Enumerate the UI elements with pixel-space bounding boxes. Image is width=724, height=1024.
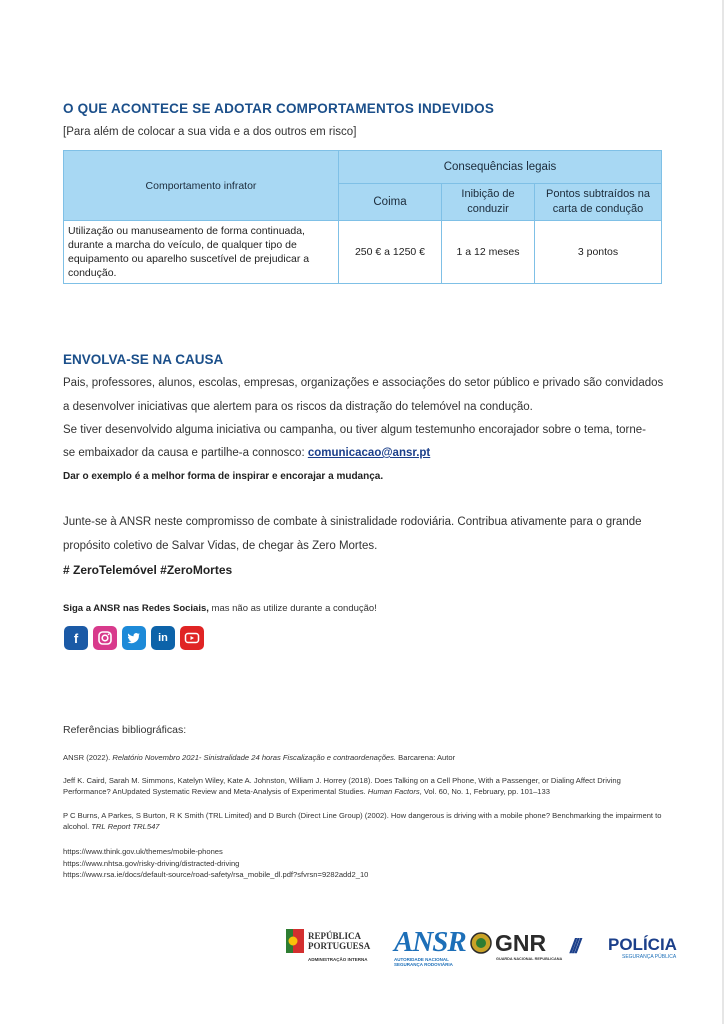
follow-bold: Siga a ANSR nas Redes Sociais,: [63, 603, 209, 614]
ref-text: P C Burns, A Parkes, S Burton, R K Smith (TRL Limited) and D Burch (Direct Line Group) (2002). How dangerous is driving with a mobile phone? Benchmarking the impairment to alcohol.: [63, 811, 662, 831]
ref-italic: Human Factors: [367, 787, 420, 796]
policia-sub: SEGURANÇA PÚBLICA: [622, 954, 677, 960]
reference-links: [63, 846, 368, 881]
partner-logos: [286, 925, 686, 973]
paragraph-line: Junte-se à ANSR neste compromisso de combate à sinistralidade rodoviária. Contribua ativamente para o grande: [63, 516, 642, 528]
follow-text: [63, 603, 377, 614]
paragraph-line: propósito coletivo de Salvar Vidas, de chegar às Zero Mortes.: [63, 540, 378, 552]
gnr-word: GNR: [495, 930, 547, 956]
reference-link[interactable]: https://www.rsa.ie/docs/default-source/road-safety/rsa_mobile_dl.pdf?sfvrsn=9282add2_10: [63, 870, 369, 879]
section-title-get-involved: ENVOLVA-SE NA CAUSA: [63, 352, 224, 367]
republica-line1: REPÚBLICA: [308, 931, 362, 941]
republica-sub: ADMINISTRAÇÃO INTERNA: [308, 957, 368, 962]
section-subtitle: [Para além de colocar a sua vida e a dos outros em risco]: [63, 126, 357, 138]
ansr-logo: [394, 927, 466, 967]
ansr-mark: ANSR: [394, 926, 466, 958]
follow-rest: mas não as utilize durante a condução!: [208, 603, 377, 614]
ansr-sub2: SEGURANÇA RODOVIÁRIA: [394, 962, 453, 967]
ref-text: Barcarena: Autor: [396, 753, 456, 762]
cell-fine: 250 € a 1250 €: [339, 221, 442, 284]
cell-points: 3 pontos: [535, 221, 662, 284]
header-fine: Coima: [339, 184, 442, 221]
consequences-table: [63, 150, 662, 284]
header-inhibition: Inibição de conduzir: [442, 184, 535, 221]
portugal-emblem-icon: [286, 929, 304, 953]
republica-line2: PORTUGUESA: [308, 941, 371, 951]
youtube-icon[interactable]: [180, 626, 204, 650]
republica-portuguesa-logo: [286, 929, 371, 962]
ref-italic: TRL Report TRL547: [91, 822, 160, 831]
policia-word: POLÍCIA: [608, 935, 677, 954]
gnr-crest-icon: [470, 931, 492, 955]
reference-link[interactable]: https://www.nhtsa.gov/risky-driving/distracted-driving: [63, 858, 240, 868]
policia-bars-icon: ///: [570, 936, 578, 958]
facebook-icon[interactable]: f: [64, 626, 88, 650]
references-title: Referências bibliográficas:: [63, 724, 187, 736]
ref-text: ANSR (2022).: [63, 753, 113, 762]
paragraph-line: Pais, professores, alunos, escolas, empresas, organizações e associações do setor público e privado são convidados: [63, 377, 664, 389]
reference-item: [63, 810, 663, 832]
header-points: Pontos subtraídos na carta de condução: [535, 184, 662, 221]
linkedin-icon[interactable]: in: [151, 626, 175, 650]
bold-statement: Dar o exemplo é a melhor forma de inspirar e encorajar a mudança.: [63, 471, 384, 482]
twitter-icon[interactable]: [122, 626, 146, 650]
section-title-consequences: O QUE ACONTECE SE ADOTAR COMPORTAMENTOS INDEVIDOS: [63, 101, 495, 116]
reference-link[interactable]: https://www.think.gov.uk/themes/mobile-phones: [63, 847, 223, 856]
cell-behavior: Utilização ou manuseamento de forma continuada, durante a marcha do veículo, de qualquer tipo de equipamento ou aparelho suscetível de prejudicar a condução.: [64, 221, 339, 284]
reference-item: [63, 775, 663, 797]
ref-italic: Relatório Novembro 2021- Sinistralidade 24 horas Fiscalização e contraordenações.: [112, 753, 397, 762]
instagram-icon[interactable]: [93, 626, 117, 650]
header-behavior: Comportamento infrator: [64, 151, 339, 221]
gnr-logo: [470, 930, 563, 961]
paragraph-text: se embaixador da causa e partilhe-a connosco:: [63, 447, 308, 459]
table-row: [64, 221, 662, 284]
social-icons: [64, 626, 204, 650]
header-legal-consequences: Consequências legais: [339, 151, 662, 184]
paragraph-line: [63, 447, 430, 459]
paragraph-line: a desenvolver iniciativas que alertem para os riscos da distração do telemóvel na condução.: [63, 401, 533, 413]
ref-text: Jeff K. Caird, Sarah M. Simmons, Katelyn Wiley, Kate A. Johnston, William J. Horrey (2018). Does Talking on a Cell Phone, With a Passenger, or Dialing Affect Driving Performance? AnUpdated Systematic Review and Meta-Analysis of Experimental Studies.: [63, 776, 621, 796]
paragraph-line: Se tiver desenvolvido alguma iniciativa ou campanha, ou tiver algum testemunho encorajador sobre o tema, torne-: [63, 424, 646, 436]
cell-inhibition: 1 a 12 meses: [442, 221, 535, 284]
reference-item: [63, 752, 663, 763]
ref-text: , Vol. 60, No. 1, February, pp. 101–133: [419, 787, 550, 796]
gnr-sub: GUARDA NACIONAL REPUBLICANA: [496, 957, 563, 961]
hashtags: # ZeroTelemóvel #ZeroMortes: [63, 563, 233, 577]
email-link[interactable]: comunicacao@ansr.pt: [307, 447, 431, 459]
ansr-sub1: AUTORIDADE NACIONAL: [394, 957, 449, 962]
